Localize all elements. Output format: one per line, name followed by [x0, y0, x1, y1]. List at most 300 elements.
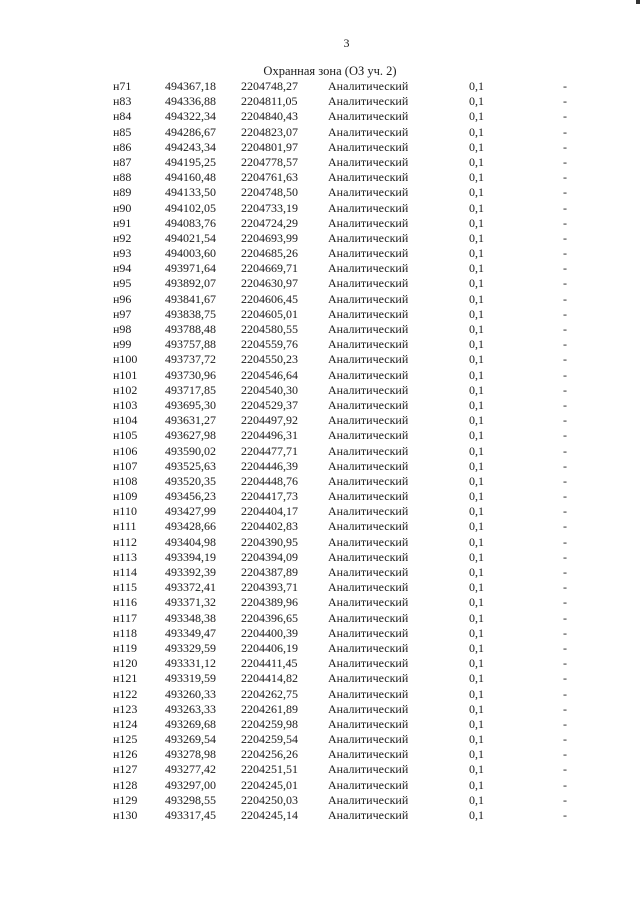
accuracy-cell: 0,1	[469, 640, 484, 655]
method-cell: Аналитический	[328, 671, 409, 686]
point-id-cell: н100	[113, 352, 138, 367]
method-cell: Аналитический	[328, 382, 409, 397]
description-cell: -	[563, 276, 567, 291]
method-cell: Аналитический	[328, 306, 409, 321]
point-id-cell: н126	[113, 747, 138, 762]
description-cell: -	[563, 625, 567, 640]
description-cell: -	[563, 94, 567, 109]
y-coordinate-cell: 2204245,01	[241, 777, 298, 792]
table-row	[0, 687, 640, 702]
x-coordinate-cell: 493695,30	[165, 397, 216, 412]
accuracy-cell: 0,1	[469, 185, 484, 200]
description-cell: -	[563, 200, 567, 215]
accuracy-cell: 0,1	[469, 322, 484, 336]
point-id-cell: н130	[113, 808, 138, 822]
description-cell: -	[563, 580, 567, 595]
description-cell: -	[563, 519, 567, 534]
accuracy-cell: 0,1	[469, 261, 484, 276]
accuracy-cell: 0,1	[469, 489, 484, 504]
y-coordinate-cell: 2204251,51	[241, 762, 298, 777]
description-cell: -	[563, 337, 567, 352]
accuracy-cell: 0,1	[469, 215, 484, 230]
description-cell: -	[563, 656, 567, 671]
method-cell: Аналитический	[328, 625, 409, 640]
table-row	[0, 231, 640, 246]
point-id-cell: н97	[113, 306, 132, 321]
accuracy-cell: 0,1	[469, 306, 484, 321]
description-cell: -	[563, 428, 567, 443]
table-row	[0, 519, 640, 534]
point-id-cell: н129	[113, 792, 138, 807]
y-coordinate-cell: 2204733,19	[241, 200, 298, 215]
accuracy-cell: 0,1	[469, 124, 484, 139]
description-cell: -	[563, 458, 567, 473]
description-cell: -	[563, 808, 567, 822]
table-row	[0, 292, 640, 307]
table-row	[0, 322, 640, 337]
y-coordinate-cell: 2204685,26	[241, 246, 298, 261]
table-row	[0, 489, 640, 504]
method-cell: Аналитический	[328, 230, 409, 245]
description-cell: -	[563, 352, 567, 367]
description-cell: -	[563, 792, 567, 807]
accuracy-cell: 0,1	[469, 808, 484, 822]
method-cell: Аналитический	[328, 261, 409, 276]
x-coordinate-cell: 493278,98	[165, 747, 216, 762]
accuracy-cell: 0,1	[469, 94, 484, 109]
point-id-cell: н103	[113, 397, 138, 412]
description-cell: -	[563, 762, 567, 777]
point-id-cell: н108	[113, 473, 138, 488]
description-cell: -	[563, 534, 567, 549]
point-id-cell: н113	[113, 549, 137, 564]
point-id-cell: н71	[113, 79, 132, 93]
method-cell: Аналитический	[328, 595, 409, 610]
method-cell: Аналитический	[328, 534, 409, 549]
table-row	[0, 778, 640, 793]
description-cell: -	[563, 747, 567, 762]
description-cell: -	[563, 565, 567, 579]
method-cell: Аналитический	[328, 762, 409, 777]
table-row	[0, 216, 640, 231]
y-coordinate-cell: 2204540,30	[241, 382, 298, 397]
description-cell: -	[563, 716, 567, 731]
y-coordinate-cell: 2204256,26	[241, 747, 298, 762]
y-coordinate-cell: 2204245,14	[241, 808, 298, 822]
point-id-cell: н94	[113, 261, 132, 276]
y-coordinate-cell: 2204546,64	[241, 367, 298, 382]
table-row	[0, 732, 640, 747]
method-cell: Аналитический	[328, 549, 409, 564]
y-coordinate-cell: 2204477,71	[241, 443, 298, 458]
x-coordinate-cell: 493392,39	[165, 565, 216, 579]
table-row	[0, 185, 640, 200]
x-coordinate-cell: 494286,67	[165, 124, 216, 139]
point-id-cell: н112	[113, 534, 137, 549]
description-cell: -	[563, 777, 567, 792]
table-row	[0, 565, 640, 580]
point-id-cell: н107	[113, 458, 138, 473]
method-cell: Аналитический	[328, 458, 409, 473]
point-id-cell: н104	[113, 413, 138, 428]
table-row	[0, 170, 640, 185]
table-row	[0, 276, 640, 291]
accuracy-cell: 0,1	[469, 686, 484, 701]
x-coordinate-cell: 493349,47	[165, 625, 216, 640]
y-coordinate-cell: 2204411,45	[241, 656, 298, 671]
x-coordinate-cell: 494336,88	[165, 94, 216, 109]
table-row	[0, 201, 640, 216]
point-id-cell: н95	[113, 276, 132, 291]
method-cell: Аналитический	[328, 170, 409, 185]
table-row	[0, 352, 640, 367]
coordinates-table	[0, 79, 640, 823]
method-cell: Аналитический	[328, 397, 409, 412]
y-coordinate-cell: 2204748,27	[241, 79, 298, 93]
accuracy-cell: 0,1	[469, 747, 484, 762]
x-coordinate-cell: 493297,00	[165, 777, 216, 792]
method-cell: Аналитический	[328, 413, 409, 428]
table-row	[0, 79, 640, 94]
point-id-cell: н88	[113, 170, 132, 185]
accuracy-cell: 0,1	[469, 291, 484, 306]
point-id-cell: н123	[113, 701, 138, 716]
x-coordinate-cell: 493520,35	[165, 473, 216, 488]
table-row	[0, 413, 640, 428]
table-row	[0, 611, 640, 626]
x-coordinate-cell: 493269,54	[165, 732, 216, 747]
point-id-cell: н99	[113, 337, 132, 352]
description-cell: -	[563, 473, 567, 488]
y-coordinate-cell: 2204390,95	[241, 534, 298, 549]
x-coordinate-cell: 493838,75	[165, 306, 216, 321]
x-coordinate-cell: 493730,96	[165, 367, 216, 382]
x-coordinate-cell: 493892,07	[165, 276, 216, 291]
accuracy-cell: 0,1	[469, 200, 484, 215]
point-id-cell: н116	[113, 595, 137, 610]
y-coordinate-cell: 2204259,98	[241, 716, 298, 731]
x-coordinate-cell: 494160,48	[165, 170, 216, 185]
accuracy-cell: 0,1	[469, 610, 484, 625]
y-coordinate-cell: 2204693,99	[241, 230, 298, 245]
accuracy-cell: 0,1	[469, 732, 484, 747]
table-row	[0, 656, 640, 671]
table-row	[0, 762, 640, 777]
x-coordinate-cell: 493971,64	[165, 261, 216, 276]
method-cell: Аналитический	[328, 701, 409, 716]
accuracy-cell: 0,1	[469, 276, 484, 291]
method-cell: Аналитический	[328, 94, 409, 109]
method-cell: Аналитический	[328, 337, 409, 352]
table-row	[0, 428, 640, 443]
table-row	[0, 550, 640, 565]
description-cell: -	[563, 154, 567, 169]
description-cell: -	[563, 610, 567, 625]
table-row	[0, 398, 640, 413]
x-coordinate-cell: 493394,19	[165, 549, 216, 564]
y-coordinate-cell: 2204417,73	[241, 489, 298, 504]
description-cell: -	[563, 109, 567, 124]
description-cell: -	[563, 170, 567, 185]
method-cell: Аналитический	[328, 565, 409, 579]
method-cell: Аналитический	[328, 276, 409, 291]
description-cell: -	[563, 640, 567, 655]
description-cell: -	[563, 504, 567, 519]
point-id-cell: н86	[113, 139, 132, 154]
description-cell: -	[563, 489, 567, 504]
y-coordinate-cell: 2204404,17	[241, 504, 298, 519]
point-id-cell: н84	[113, 109, 132, 124]
x-coordinate-cell: 493631,27	[165, 413, 216, 428]
x-coordinate-cell: 493525,63	[165, 458, 216, 473]
point-id-cell: н91	[113, 215, 132, 230]
point-id-cell: н115	[113, 580, 137, 595]
method-cell: Аналитический	[328, 200, 409, 215]
accuracy-cell: 0,1	[469, 352, 484, 367]
y-coordinate-cell: 2204497,92	[241, 413, 298, 428]
point-id-cell: н92	[113, 230, 132, 245]
accuracy-cell: 0,1	[469, 762, 484, 777]
point-id-cell: н128	[113, 777, 138, 792]
point-id-cell: н101	[113, 367, 138, 382]
point-id-cell: н120	[113, 656, 138, 671]
x-coordinate-cell: 494133,50	[165, 185, 216, 200]
table-row	[0, 459, 640, 474]
method-cell: Аналитический	[328, 154, 409, 169]
description-cell: -	[563, 732, 567, 747]
method-cell: Аналитический	[328, 808, 409, 822]
x-coordinate-cell: 493269,68	[165, 716, 216, 731]
accuracy-cell: 0,1	[469, 337, 484, 352]
description-cell: -	[563, 185, 567, 200]
accuracy-cell: 0,1	[469, 139, 484, 154]
point-id-cell: н87	[113, 154, 132, 169]
x-coordinate-cell: 494102,05	[165, 200, 216, 215]
description-cell: -	[563, 215, 567, 230]
x-coordinate-cell: 493757,88	[165, 337, 216, 352]
table-row	[0, 383, 640, 398]
method-cell: Аналитический	[328, 489, 409, 504]
point-id-cell: н96	[113, 291, 132, 306]
accuracy-cell: 0,1	[469, 109, 484, 124]
y-coordinate-cell: 2204559,76	[241, 337, 298, 352]
method-cell: Аналитический	[328, 109, 409, 124]
y-coordinate-cell: 2204394,09	[241, 549, 298, 564]
y-coordinate-cell: 2204406,19	[241, 640, 298, 655]
x-coordinate-cell: 493260,33	[165, 686, 216, 701]
method-cell: Аналитический	[328, 246, 409, 261]
method-cell: Аналитический	[328, 732, 409, 747]
method-cell: Аналитический	[328, 504, 409, 519]
table-row	[0, 109, 640, 124]
description-cell: -	[563, 246, 567, 261]
method-cell: Аналитический	[328, 610, 409, 625]
point-id-cell: н90	[113, 200, 132, 215]
table-row	[0, 580, 640, 595]
y-coordinate-cell: 2204259,54	[241, 732, 298, 747]
method-cell: Аналитический	[328, 215, 409, 230]
accuracy-cell: 0,1	[469, 792, 484, 807]
x-coordinate-cell: 493348,38	[165, 610, 216, 625]
table-row	[0, 535, 640, 550]
point-id-cell: н114	[113, 565, 137, 579]
point-id-cell: н117	[113, 610, 137, 625]
method-cell: Аналитический	[328, 185, 409, 200]
method-cell: Аналитический	[328, 443, 409, 458]
table-row	[0, 504, 640, 519]
point-id-cell: н127	[113, 762, 138, 777]
point-id-cell: н122	[113, 686, 138, 701]
accuracy-cell: 0,1	[469, 625, 484, 640]
accuracy-cell: 0,1	[469, 534, 484, 549]
point-id-cell: н118	[113, 625, 137, 640]
y-coordinate-cell: 2204840,43	[241, 109, 298, 124]
description-cell: -	[563, 413, 567, 428]
description-cell: -	[563, 382, 567, 397]
table-row	[0, 626, 640, 641]
y-coordinate-cell: 2204606,45	[241, 291, 298, 306]
y-coordinate-cell: 2204630,97	[241, 276, 298, 291]
x-coordinate-cell: 493371,32	[165, 595, 216, 610]
x-coordinate-cell: 493427,99	[165, 504, 216, 519]
table-row	[0, 261, 640, 276]
x-coordinate-cell: 493841,67	[165, 291, 216, 306]
table-row	[0, 474, 640, 489]
description-cell: -	[563, 595, 567, 610]
accuracy-cell: 0,1	[469, 716, 484, 731]
x-coordinate-cell: 493717,85	[165, 382, 216, 397]
x-coordinate-cell: 494083,76	[165, 215, 216, 230]
method-cell: Аналитический	[328, 322, 409, 336]
x-coordinate-cell: 493263,33	[165, 701, 216, 716]
x-coordinate-cell: 493590,02	[165, 443, 216, 458]
table-row	[0, 444, 640, 459]
y-coordinate-cell: 2204748,50	[241, 185, 298, 200]
accuracy-cell: 0,1	[469, 504, 484, 519]
y-coordinate-cell: 2204396,65	[241, 610, 298, 625]
description-cell: -	[563, 397, 567, 412]
accuracy-cell: 0,1	[469, 777, 484, 792]
method-cell: Аналитический	[328, 428, 409, 443]
y-coordinate-cell: 2204823,07	[241, 124, 298, 139]
y-coordinate-cell: 2204389,96	[241, 595, 298, 610]
x-coordinate-cell: 494322,34	[165, 109, 216, 124]
x-coordinate-cell: 494243,34	[165, 139, 216, 154]
x-coordinate-cell: 493319,59	[165, 671, 216, 686]
accuracy-cell: 0,1	[469, 367, 484, 382]
description-cell: -	[563, 139, 567, 154]
x-coordinate-cell: 494021,54	[165, 230, 216, 245]
method-cell: Аналитический	[328, 79, 409, 93]
method-cell: Аналитический	[328, 473, 409, 488]
method-cell: Аналитический	[328, 792, 409, 807]
table-row	[0, 155, 640, 170]
y-coordinate-cell: 2204778,57	[241, 154, 298, 169]
x-coordinate-cell: 494195,25	[165, 154, 216, 169]
accuracy-cell: 0,1	[469, 397, 484, 412]
table-row	[0, 125, 640, 140]
description-cell: -	[563, 367, 567, 382]
point-id-cell: н98	[113, 322, 132, 336]
accuracy-cell: 0,1	[469, 382, 484, 397]
y-coordinate-cell: 2204811,05	[241, 94, 298, 109]
y-coordinate-cell: 2204446,39	[241, 458, 298, 473]
y-coordinate-cell: 2204387,89	[241, 565, 298, 579]
table-row	[0, 717, 640, 732]
point-id-cell: н124	[113, 716, 138, 731]
method-cell: Аналитический	[328, 656, 409, 671]
x-coordinate-cell: 494003,60	[165, 246, 216, 261]
point-id-cell: н102	[113, 382, 138, 397]
accuracy-cell: 0,1	[469, 79, 484, 93]
description-cell: -	[563, 549, 567, 564]
accuracy-cell: 0,1	[469, 443, 484, 458]
y-coordinate-cell: 2204393,71	[241, 580, 298, 595]
method-cell: Аналитический	[328, 580, 409, 595]
table-row	[0, 94, 640, 109]
x-coordinate-cell: 493329,59	[165, 640, 216, 655]
x-coordinate-cell: 493428,66	[165, 519, 216, 534]
description-cell: -	[563, 701, 567, 716]
accuracy-cell: 0,1	[469, 413, 484, 428]
x-coordinate-cell: 493627,98	[165, 428, 216, 443]
accuracy-cell: 0,1	[469, 701, 484, 716]
x-coordinate-cell: 493737,72	[165, 352, 216, 367]
description-cell: -	[563, 124, 567, 139]
x-coordinate-cell: 493331,12	[165, 656, 216, 671]
table-row	[0, 671, 640, 686]
x-coordinate-cell: 493788,48	[165, 322, 216, 336]
table-row	[0, 595, 640, 610]
table-row	[0, 747, 640, 762]
accuracy-cell: 0,1	[469, 230, 484, 245]
accuracy-cell: 0,1	[469, 170, 484, 185]
accuracy-cell: 0,1	[469, 519, 484, 534]
description-cell: -	[563, 291, 567, 306]
accuracy-cell: 0,1	[469, 428, 484, 443]
point-id-cell: н111	[113, 519, 137, 534]
description-cell: -	[563, 686, 567, 701]
y-coordinate-cell: 2204496,31	[241, 428, 298, 443]
accuracy-cell: 0,1	[469, 565, 484, 579]
point-id-cell: н119	[113, 640, 137, 655]
method-cell: Аналитический	[328, 352, 409, 367]
method-cell: Аналитический	[328, 747, 409, 762]
method-cell: Аналитический	[328, 519, 409, 534]
x-coordinate-cell: 494367,18	[165, 79, 216, 93]
point-id-cell: н106	[113, 443, 138, 458]
x-coordinate-cell: 493298,55	[165, 792, 216, 807]
table-row	[0, 337, 640, 352]
table-row	[0, 793, 640, 808]
point-id-cell: н121	[113, 671, 138, 686]
y-coordinate-cell: 2204605,01	[241, 306, 298, 321]
y-coordinate-cell: 2204400,39	[241, 625, 298, 640]
x-coordinate-cell: 493372,41	[165, 580, 216, 595]
method-cell: Аналитический	[328, 686, 409, 701]
y-coordinate-cell: 2204801,97	[241, 139, 298, 154]
accuracy-cell: 0,1	[469, 154, 484, 169]
y-coordinate-cell: 2204550,23	[241, 352, 298, 367]
description-cell: -	[563, 322, 567, 336]
method-cell: Аналитический	[328, 367, 409, 382]
accuracy-cell: 0,1	[469, 549, 484, 564]
point-id-cell: н125	[113, 732, 138, 747]
x-coordinate-cell: 493317,45	[165, 808, 216, 822]
description-cell: -	[563, 261, 567, 276]
y-coordinate-cell: 2204261,89	[241, 701, 298, 716]
description-cell: -	[563, 443, 567, 458]
